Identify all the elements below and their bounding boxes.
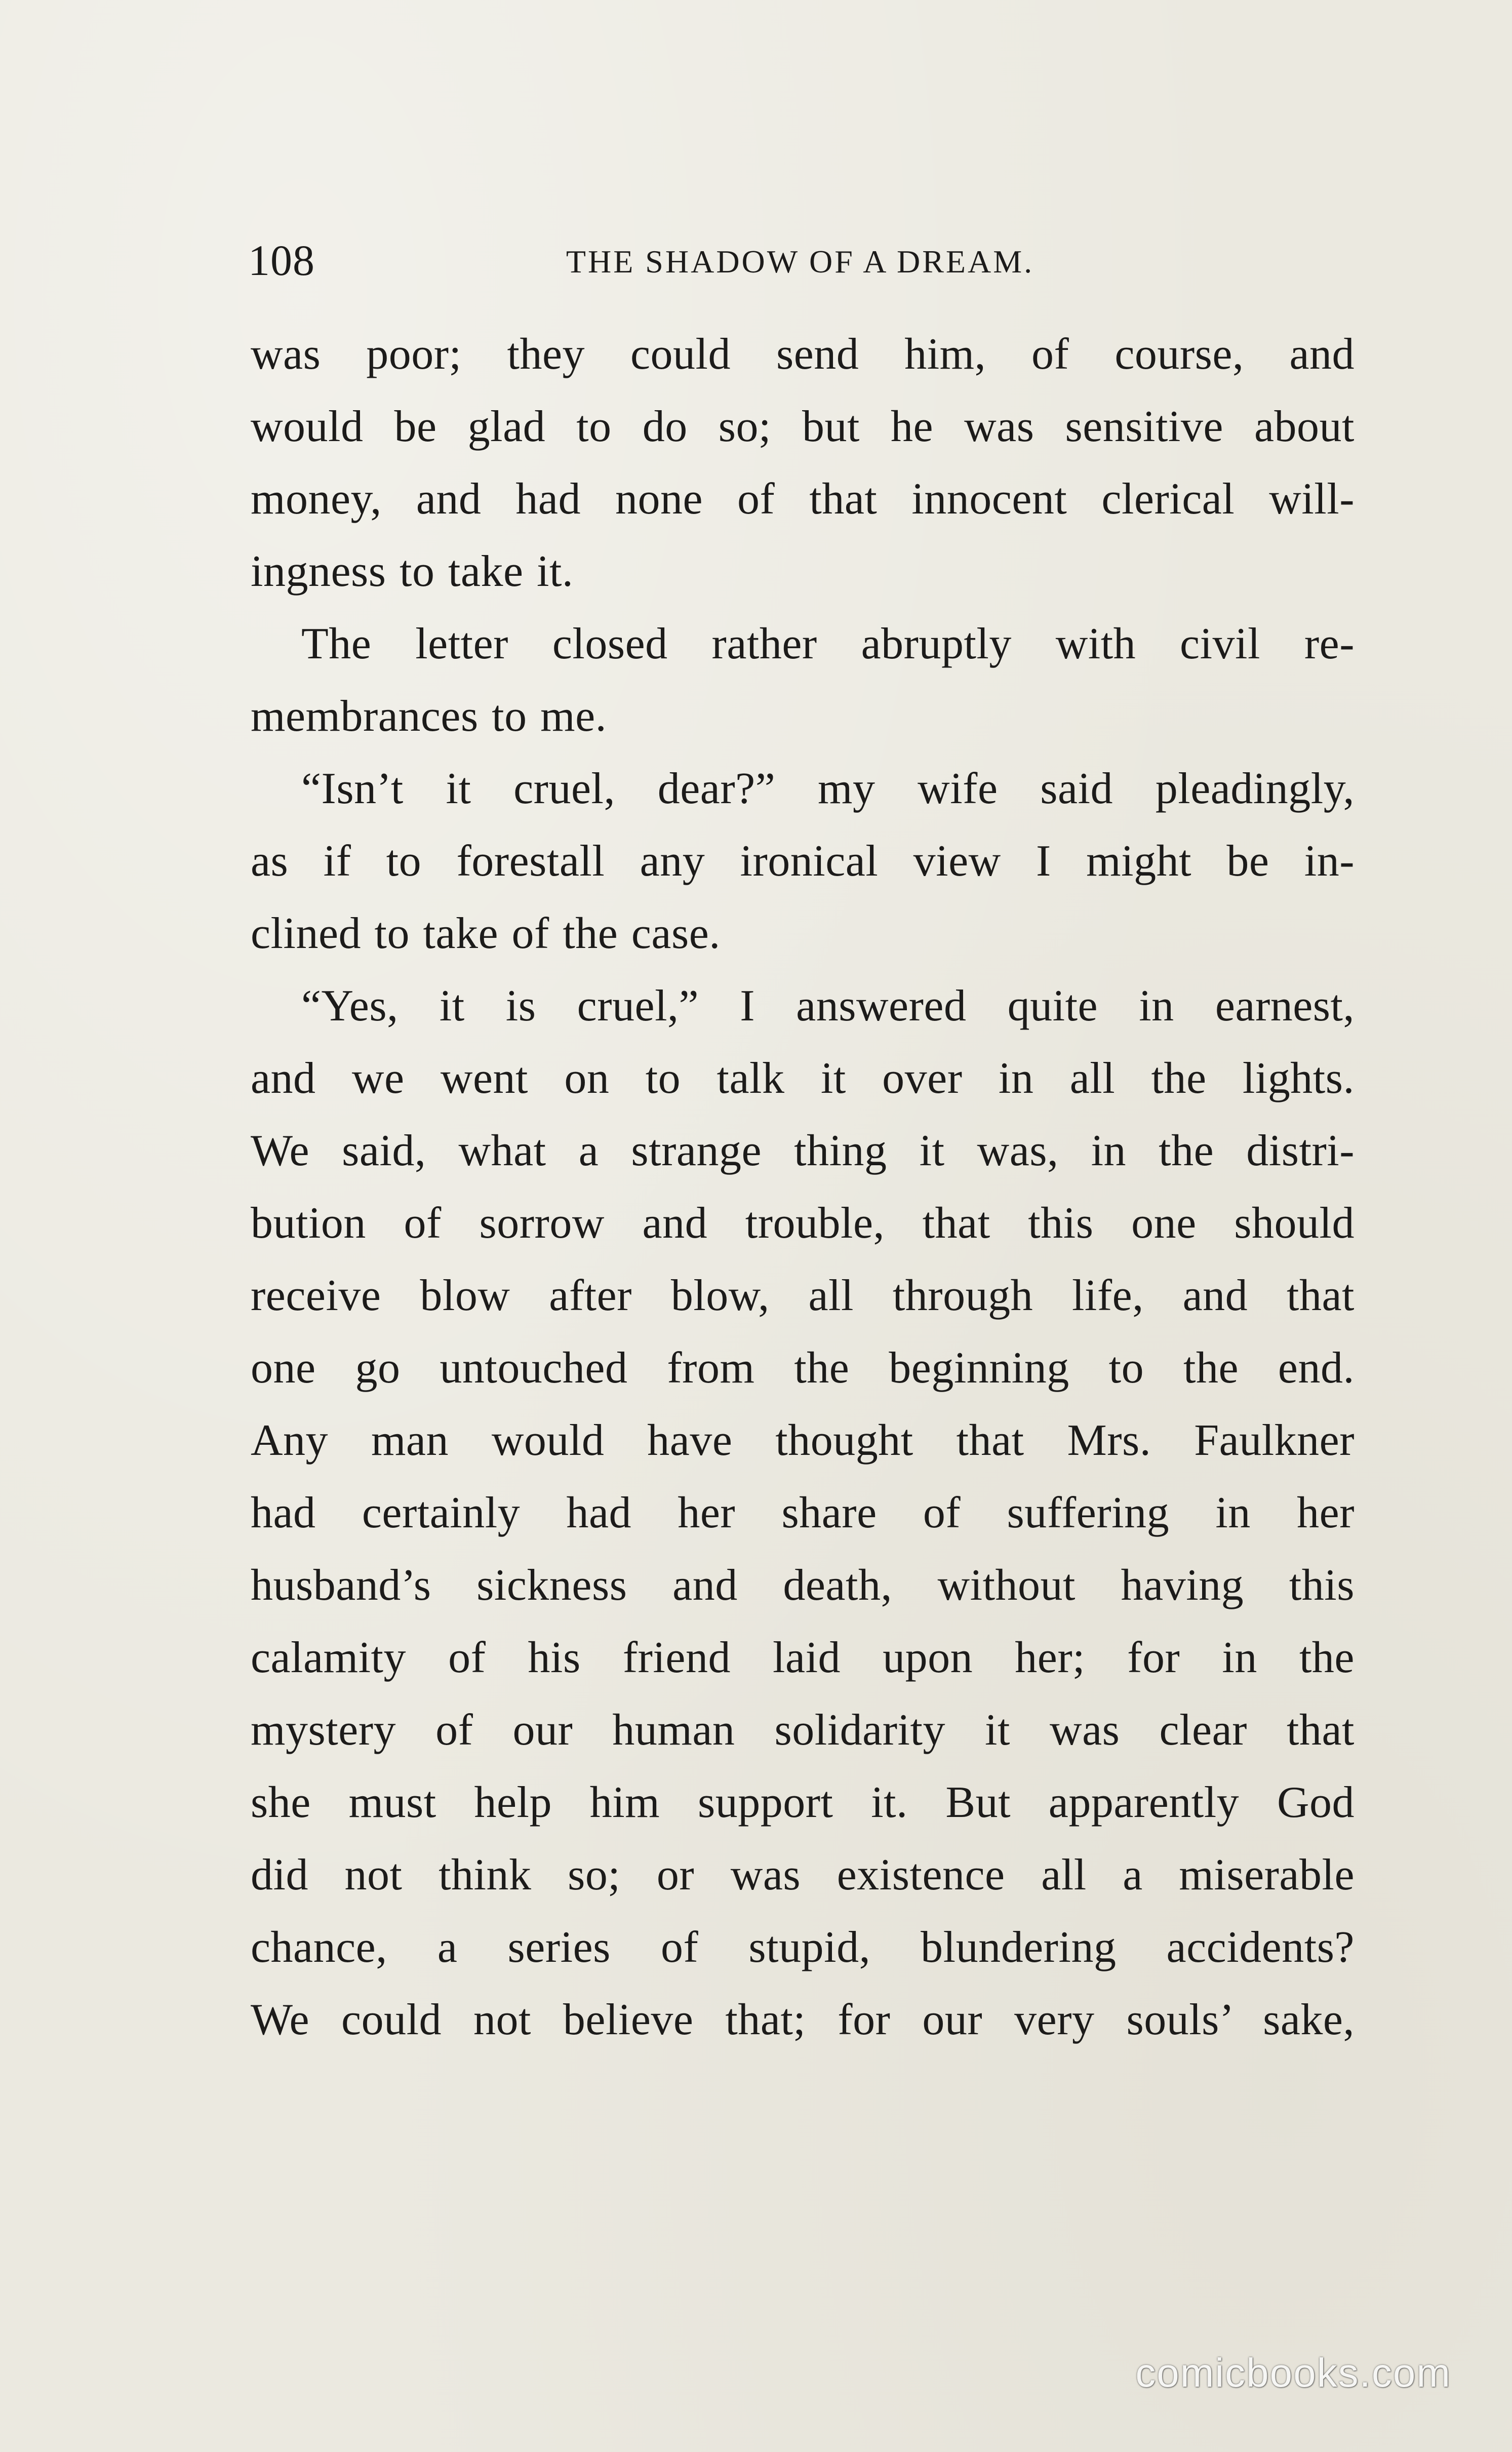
text-line: bution of sorrow and trouble, that this one should (251, 1199, 1355, 1248)
text-line: and we went on to talk it over in all the lights. (251, 1054, 1355, 1103)
text-line: one go untouched from the beginning to the end. (251, 1343, 1355, 1393)
text-line: mystery of our human solidarity it was clear that (251, 1706, 1355, 1755)
text-line: We could not believe that; for our very souls’ sake, (251, 1995, 1355, 2044)
text-line: husband’s sickness and death, without having this (251, 1561, 1355, 1610)
text-line: clined to take of the case. (251, 909, 721, 958)
page-header (248, 223, 1352, 289)
watermark: comicbooks.com (1135, 2350, 1451, 2395)
text-line: did not think so; or was existence all a miserable (251, 1850, 1355, 1900)
text-line: money, and had none of that innocent clerical will- (251, 474, 1355, 524)
text-line: We said, what a strange thing it was, in the distri- (251, 1126, 1355, 1175)
text-line: The letter closed rather abruptly with civil re- (301, 619, 1355, 668)
text-line: receive blow after blow, all through life, and that (251, 1271, 1355, 1320)
text-line: she must help him support it. But apparently God (251, 1778, 1355, 1827)
text-line: “Yes, it is cruel,” I answered quite in earnest, (301, 981, 1355, 1031)
running-title: THE SHADOW OF A DREAM. (566, 244, 1034, 280)
text-line: would be glad to do so; but he was sensitive about (251, 402, 1355, 451)
text-line: chance, a series of stupid, blundering accidents? (251, 1923, 1355, 1972)
body-text (251, 318, 1355, 2056)
text-line: “Isn’t it cruel, dear?” my wife said pleadingly, (301, 764, 1355, 813)
text-line: calamity of his friend laid upon her; for in the (251, 1633, 1355, 1682)
text-line: ingness to take it. (251, 547, 574, 596)
text-line: had certainly had her share of suffering in her (251, 1488, 1355, 1537)
text-line: as if to forestall any ironical view I might be in- (251, 837, 1355, 886)
text-line: Any man would have thought that Mrs. Faulkner (251, 1416, 1355, 1465)
text-line: was poor; they could send him, of course, and (251, 330, 1355, 379)
text-line: membrances to me. (251, 692, 607, 741)
page-number: 108 (248, 236, 315, 285)
